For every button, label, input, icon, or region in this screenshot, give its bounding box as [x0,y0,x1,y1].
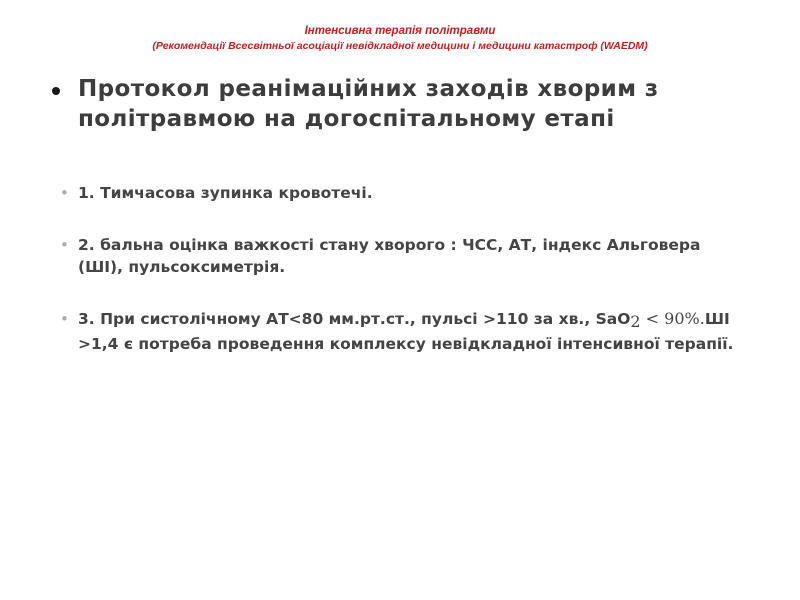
list-item-text: 1. Тимчасова зупинка кровотечі. [78,184,373,202]
slide-heading: Протокол реанімаційних заходів хворим з політравмою на догоспітальному етапі [78,76,659,132]
heading-bullet-icon [52,87,60,95]
slide-header [0,24,800,54]
bullet-icon: • [60,184,69,202]
bullet-icon: • [60,310,69,328]
header-subtitle: (Рекомендації Всесвітньої асоціації невідкладної медицини і медицини катастроф (WAEDM) [152,40,648,52]
list-item-text: 2. бальна оцінка важкості стану хворого : ЧСС, АТ, індекс Альговера (ШІ), пульсоксиметрія. [78,236,701,276]
list-item-text-a: 3. При систолічному АТ<80 мм.рт.ст., пульсі >110 за хв., SaO [78,310,631,328]
list-item-text-b: ШІ >1,4 є потреба проведення комплексу невідкладної інтенсивної терапії. [78,310,734,353]
list-item [52,308,742,355]
header-title: Інтенсивна терапія політравми [304,25,496,37]
list-item [52,182,742,204]
subscript-two: 2 [630,312,641,331]
protocol-list [52,182,742,385]
bullet-icon: • [60,236,69,254]
list-item [52,234,742,278]
math-expression: < 90%. [640,309,705,328]
